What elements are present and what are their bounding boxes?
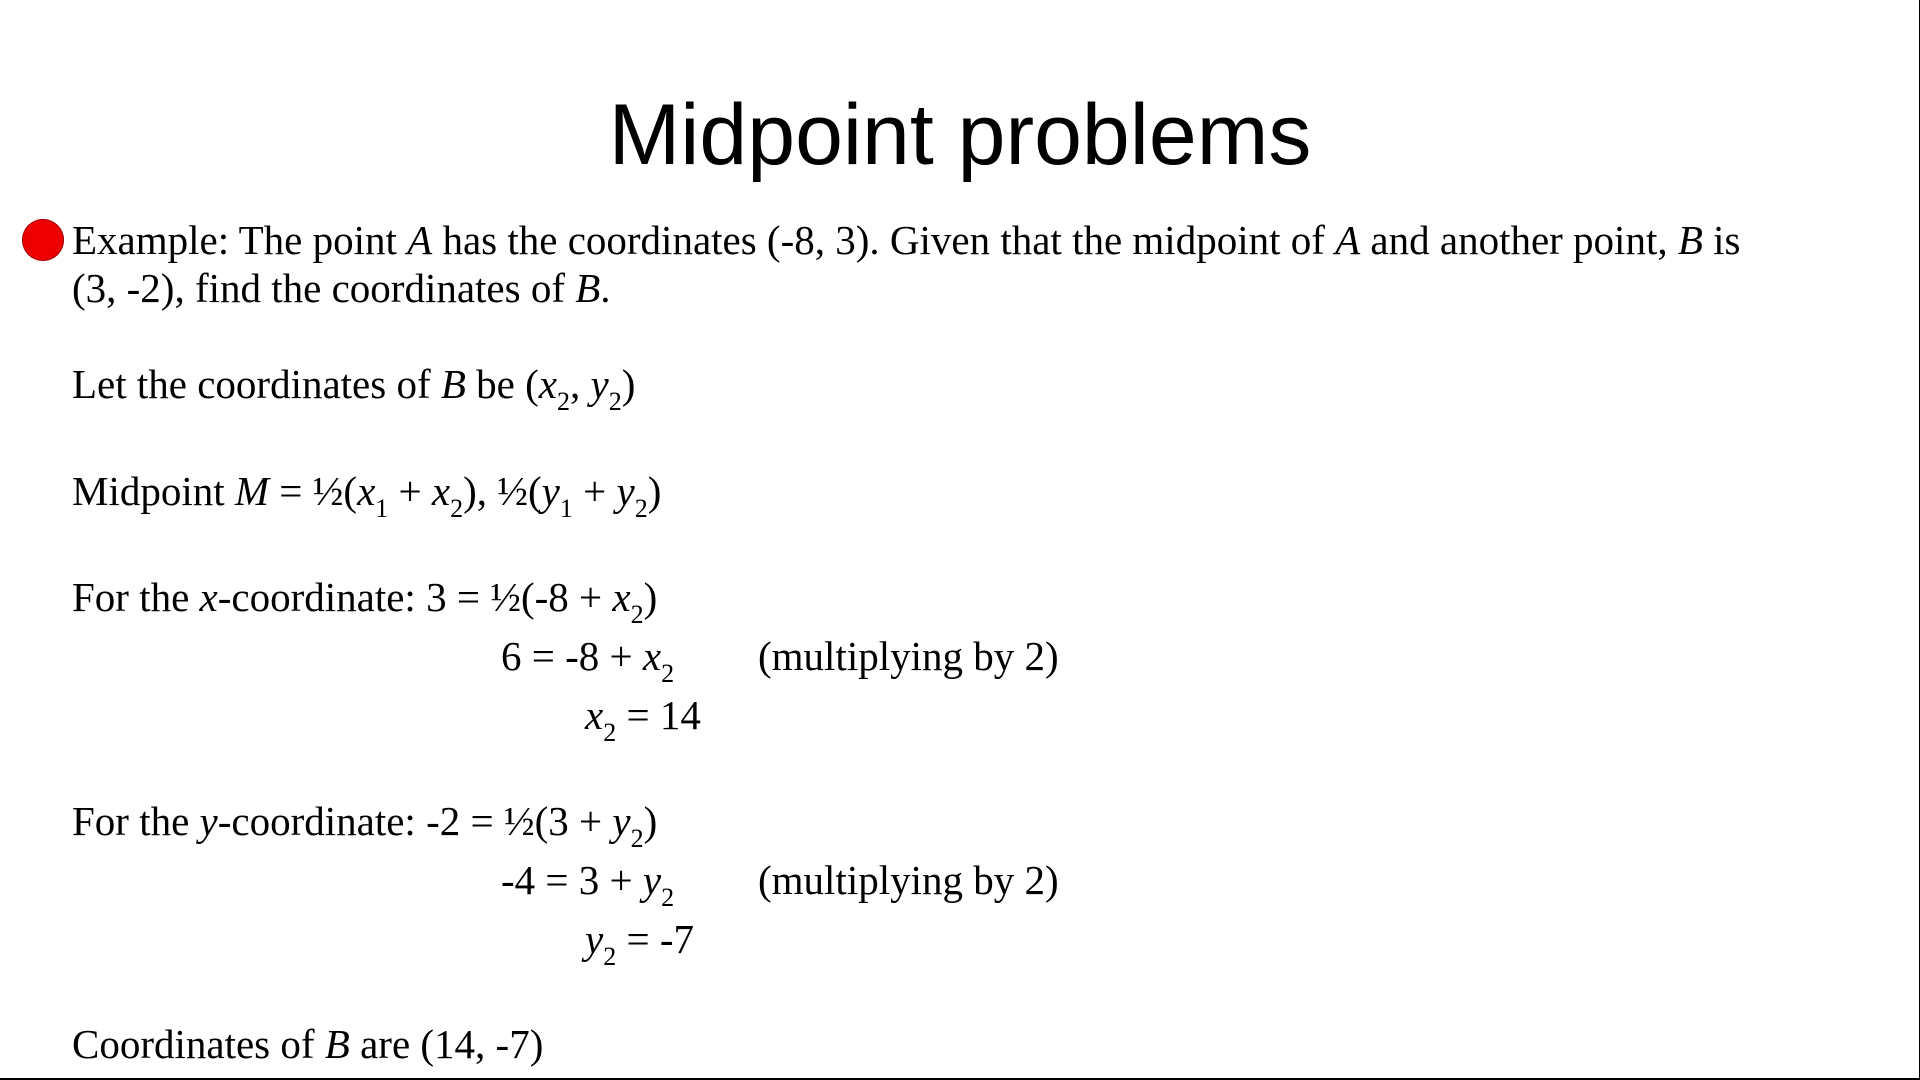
example-label: Example: The point (72, 217, 408, 263)
point-b: B (440, 361, 466, 407)
example-text: is (1702, 217, 1741, 263)
midpoint-formula (72, 467, 662, 523)
subscript: 2 (608, 387, 622, 416)
let-statement (72, 360, 636, 416)
var-x: x (357, 468, 376, 514)
var-y: y (642, 857, 662, 903)
working-text: = 14 (616, 692, 701, 738)
subscript: 1 (559, 494, 573, 523)
example-line-1 (72, 216, 1741, 264)
x-coordinate-result (585, 691, 701, 747)
var-x: x (538, 361, 557, 407)
working-text: -4 = 3 + (501, 857, 643, 903)
let-text: , (569, 361, 591, 407)
working-text: For the (72, 574, 200, 620)
final-answer (72, 1020, 543, 1068)
subscript: 2 (603, 718, 617, 747)
answer-text: are (14, -7) (349, 1021, 544, 1067)
y-coordinate-step-2 (501, 856, 675, 912)
point-b: B (324, 1021, 350, 1067)
subscript: 2 (661, 883, 675, 912)
point-b: B (575, 265, 601, 311)
example-text: . (600, 265, 611, 311)
formula-text: + (388, 468, 432, 514)
subscript: 1 (375, 494, 389, 523)
example-text: and another point, (1360, 217, 1678, 263)
subscript: 2 (630, 824, 644, 853)
var-y: y (541, 468, 560, 514)
var-y: y (616, 468, 635, 514)
working-text: For the (72, 798, 200, 844)
x-coordinate-step-1 (72, 573, 658, 629)
point-b: B (1677, 217, 1703, 263)
var-y: y (590, 361, 609, 407)
var-x: x (199, 574, 218, 620)
formula-text: = ½( (269, 468, 358, 514)
subscript: 2 (661, 659, 675, 688)
subscript: 2 (634, 494, 648, 523)
formula-text: Midpoint (72, 468, 235, 514)
working-text: -coordinate: -2 = ½(3 + (217, 798, 613, 844)
let-text: Let the coordinates of (72, 361, 441, 407)
formula-text: ) (647, 468, 662, 514)
var-y: y (585, 916, 604, 962)
point-a: A (407, 217, 433, 263)
var-x: x (612, 574, 631, 620)
example-text: has the coordinates (-8, 3). Given that the midpoint of (432, 217, 1336, 263)
answer-text: Coordinates of (72, 1021, 325, 1067)
working-text: 6 = -8 + (501, 633, 643, 679)
red-circle-bullet-icon (22, 219, 64, 261)
example-text: (3, -2), find the coordinates of (72, 265, 576, 311)
var-x: x (431, 468, 451, 514)
var-x: x (585, 692, 604, 738)
example-line-2 (72, 264, 611, 312)
subscript: 2 (603, 942, 617, 971)
var-y: y (199, 798, 218, 844)
var-x: x (642, 633, 662, 679)
var-m: M (234, 468, 270, 514)
x-coordinate-step-2 (501, 632, 675, 688)
working-text: ) (643, 798, 658, 844)
formula-text: ), ½( (463, 468, 542, 514)
working-text: = -7 (616, 916, 694, 962)
formula-text: + (572, 468, 617, 514)
working-text: -coordinate: 3 = ½(-8 + (217, 574, 613, 620)
subscript: 2 (630, 600, 644, 629)
y-coordinate-step-1 (72, 797, 658, 853)
let-text: be ( (465, 361, 539, 407)
var-y: y (612, 798, 631, 844)
subscript: 2 (556, 387, 570, 416)
let-text: ) (621, 361, 636, 407)
y-coordinate-result (585, 915, 694, 971)
working-text: ) (643, 574, 658, 620)
subscript: 2 (450, 494, 464, 523)
point-a: A (1335, 217, 1361, 263)
y-step-2-note: (multiplying by 2) (758, 857, 1059, 903)
slide-title: Midpoint problems (608, 87, 1312, 183)
x-step-2-note: (multiplying by 2) (758, 633, 1059, 679)
